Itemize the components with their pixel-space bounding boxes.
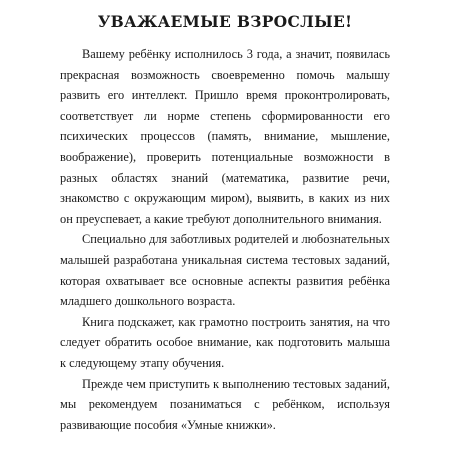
paragraph-1: Вашему ребёнку исполнилось 3 года, а значит, появилась прекрасная возможность своевременно помочь малышу развить его интеллект. Пришло время проконтролировать, соответствует ли норме степень сформированности его психических процессов (память, внимание, мышление, воображение), проверить потенциальные возможности в разных областях знаний (математика, развитие речи, знакомство с окружающим миром), выявить, в каких из них он преуспевает, а какие требуют дополнительного внимания. bbox=[60, 47, 390, 226]
paragraph-4: Прежде чем приступить к выполнению тестовых заданий, мы рекомендуем позаниматься с ребёнком, используя развивающие пособия «Умные книжки». bbox=[60, 376, 390, 432]
page-title: УВАЖАЕМЫЕ ВЗРОСЛЫЕ! bbox=[97, 12, 353, 31]
paragraph-3: Книга подскажет, как грамотно построить занятия, на что следует обратить особое внимание, как подготовить малыша к следующему этапу обучения. bbox=[60, 314, 390, 370]
paragraph-2: Специально для заботливых родителей и любознательных малышей разработана уникальная система тестовых заданий, которая охватывает все основные аспекты развития ребёнка младшего дошкольного возраста. bbox=[60, 232, 390, 309]
